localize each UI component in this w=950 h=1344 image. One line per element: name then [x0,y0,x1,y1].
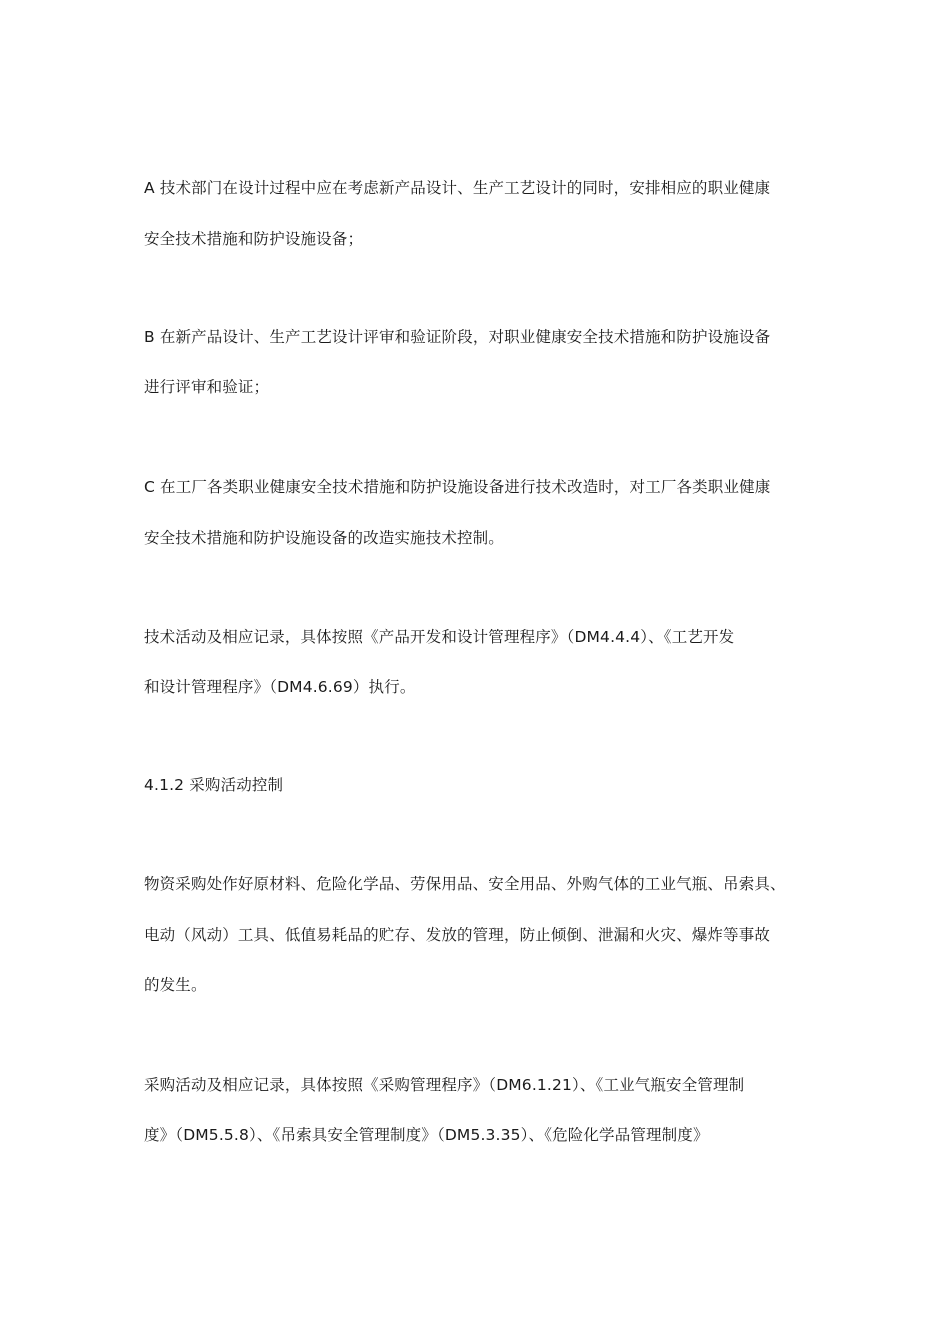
paragraph-c-line-2: 安全技术措施和防护设施设备的改造实施技术控制。 [144,529,504,547]
purchasing-paragraph-line-1: 物资采购处作好原材料、危险化学品、劳保用品、安全用品、外购气体的工业气瓶、吊索具、 [144,875,786,893]
paragraph-a-line-1: A 技术部门在设计过程中应在考虑新产品设计、生产工艺设计的同时，安排相应的职业健康 [144,179,771,197]
purchasing-records-line-2: 度》（DM5.5.8）、《吊索具安全管理制度》（DM5.3.35）、《危险化学品管理制度》 [144,1126,709,1144]
purchasing-records-line-1: 采购活动及相应记录，具体按照《采购管理程序》（DM6.1.21）、《工业气瓶安全管理制 [144,1076,745,1094]
technical-records-line-2: 和设计管理程序》（DM4.6.69）执行。 [144,678,416,696]
section-heading: 4.1.2 采购活动控制 [144,776,284,794]
purchasing-paragraph-line-3: 的发生。 [144,976,207,994]
purchasing-paragraph-line-2: 电动（风动）工具、低值易耗品的贮存、发放的管理，防止倾倒、泄漏和火灾、爆炸等事故 [144,926,771,944]
paragraph-c-line-1: C 在工厂各类职业健康安全技术措施和防护设施设备进行技术改造时，对工厂各类职业健康 [144,478,771,496]
paragraph-b-line-2: 进行评审和验证； [144,378,270,396]
paragraph-b-line-1: B 在新产品设计、生产工艺设计评审和验证阶段，对职业健康安全技术措施和防护设施设备 [144,328,771,346]
paragraph-a-line-2: 安全技术措施和防护设施设备； [144,230,364,248]
technical-records-line-1: 技术活动及相应记录，具体按照《产品开发和设计管理程序》（DM4.4.4）、《工艺开发 [144,628,735,646]
